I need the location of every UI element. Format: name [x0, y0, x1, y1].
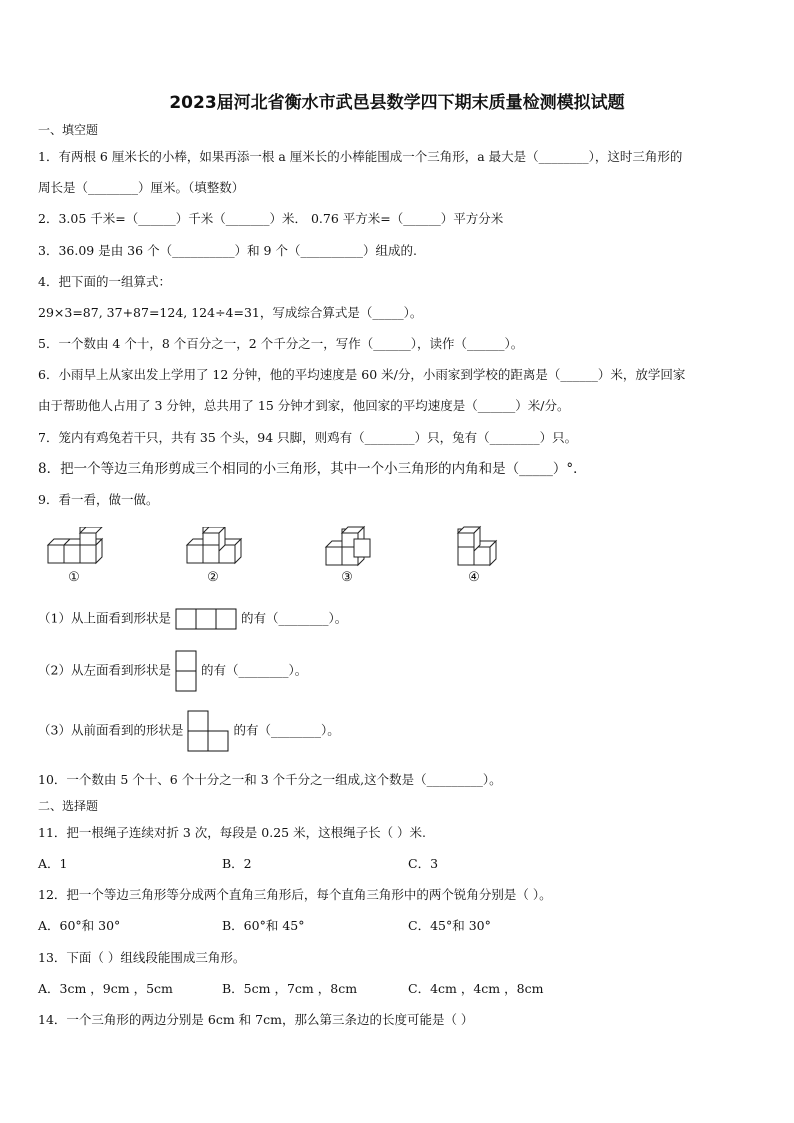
question-13-option-a[interactable]: A．3cm ，9cm ，5cm — [38, 981, 173, 996]
page-title: 2023届河北省衡水市武邑县数学四下期末质量检测模拟试题 — [169, 93, 625, 113]
question-13-option-c[interactable]: C．4cm ，4cm ，8cm — [408, 981, 544, 996]
question-12-option-b[interactable]: B．60°和 45° — [222, 918, 305, 933]
cube-figure-2 — [185, 527, 245, 567]
question-12-option-a[interactable]: A．60°和 30° — [38, 918, 121, 933]
figure-label-4: ④ — [468, 570, 480, 585]
section-fill-blank: 一、填空题 — [38, 123, 99, 137]
question-13: 13．下面（ ）组线段能围成三角形。 — [38, 950, 246, 965]
top-view-three-squares-shape — [175, 608, 237, 630]
question-14: 14．一个三角形的两边分别是 6cm 和 7cm，那么第三条边的长度可能是（ ） — [38, 1012, 474, 1027]
question-7: 7．笼内有鸡兔若干只，共有 35 个头，94 只脚，则鸡有（________）只，兔有（________）只。 — [38, 430, 578, 445]
left-view-two-squares-shape — [175, 650, 197, 692]
question-9: 9．看一看，做一做。 — [38, 492, 159, 507]
question-4-line-1: 4．把下面的一组算式： — [38, 274, 171, 289]
question-9-part-1-prefix: （1）从上面看到形状是 — [38, 610, 171, 626]
question-11-option-b[interactable]: B．2 — [222, 856, 252, 871]
question-6-line-1: 6．小雨早上从家出发上学用了 12 分钟，他的平均速度是 60 米/分，小雨家到学校的距离是（______）米，放学回家 — [38, 367, 686, 382]
cube-figure-3 — [324, 525, 376, 569]
question-11-option-a[interactable]: A．1 — [38, 856, 68, 871]
cube-figure-1 — [46, 527, 106, 567]
question-9-part-2-prefix: （2）从左面看到形状是 — [38, 662, 171, 678]
figure-label-3: ③ — [341, 570, 353, 585]
question-12: 12．把一个等边三角形等分成两个直角三角形后，每个直角三角形中的两个锐角分别是（ ）。 — [38, 887, 552, 902]
section-multiple-choice: 二、选择题 — [38, 799, 99, 813]
question-5: 5．一个数由 4 个十，8 个百分之一，2 个千分之一，写作（______），读作（______）。 — [38, 336, 524, 351]
question-2: 2．3.05 千米=（______）千米（_______）米． 0.76 平方米=（______）平方分米 — [38, 211, 504, 226]
question-9-part-3 — [38, 710, 340, 752]
question-13-option-b[interactable]: B．5cm ，7cm ，8cm — [222, 981, 358, 996]
question-9-part-3-suffix: 的有（________）。 — [233, 722, 340, 738]
question-3: 3．36.09 是由 36 个（__________）和 9 个（__________）组成的. — [38, 243, 417, 258]
question-1-line-2: 周长是（________）厘米。（填整数） — [38, 180, 245, 195]
figure-label-2: ② — [207, 570, 219, 585]
question-9-part-1 — [38, 608, 347, 630]
question-11: 11．把一根绳子连续对折 3 次，每段是 0.25 米，这根绳子长（ ）米. — [38, 825, 427, 840]
question-4-line-2: 29×3=87, 37+87=124, 124÷4=31，写成综合算式是（_____）。 — [38, 305, 423, 320]
question-12-option-c[interactable]: C．45°和 30° — [408, 918, 491, 933]
front-view-three-squares-shape — [187, 710, 229, 752]
question-10: 10．一个数由 5 个十、6 个十分之一和 3 个千分之一组成,这个数是（_________）。 — [38, 772, 502, 787]
cube-figure-4 — [456, 525, 504, 569]
question-11-option-c[interactable]: C．3 — [408, 856, 439, 871]
question-1-line-1: 1．有两根 6 厘米长的小棒，如果再添一根 a 厘米长的小棒能围成一个三角形，a 最大是（________），这时三角形的 — [38, 149, 683, 164]
figure-label-1: ① — [68, 570, 80, 585]
question-9-part-1-suffix: 的有（________）。 — [240, 610, 348, 626]
question-9-part-2-suffix: 的有（________）。 — [200, 662, 308, 678]
question-9-part-2 — [38, 650, 307, 692]
question-6-line-2: 由于帮助他人占用了 3 分钟，总共用了 15 分钟才到家，他回家的平均速度是（______）米/分。 — [38, 398, 570, 413]
question-8: 8．把一个等边三角形剪成三个相同的小三角形，其中一个小三角形的内角和是（_____）°． — [38, 461, 587, 477]
question-9-part-3-prefix: （3）从前面看到的形状是 — [38, 722, 184, 738]
